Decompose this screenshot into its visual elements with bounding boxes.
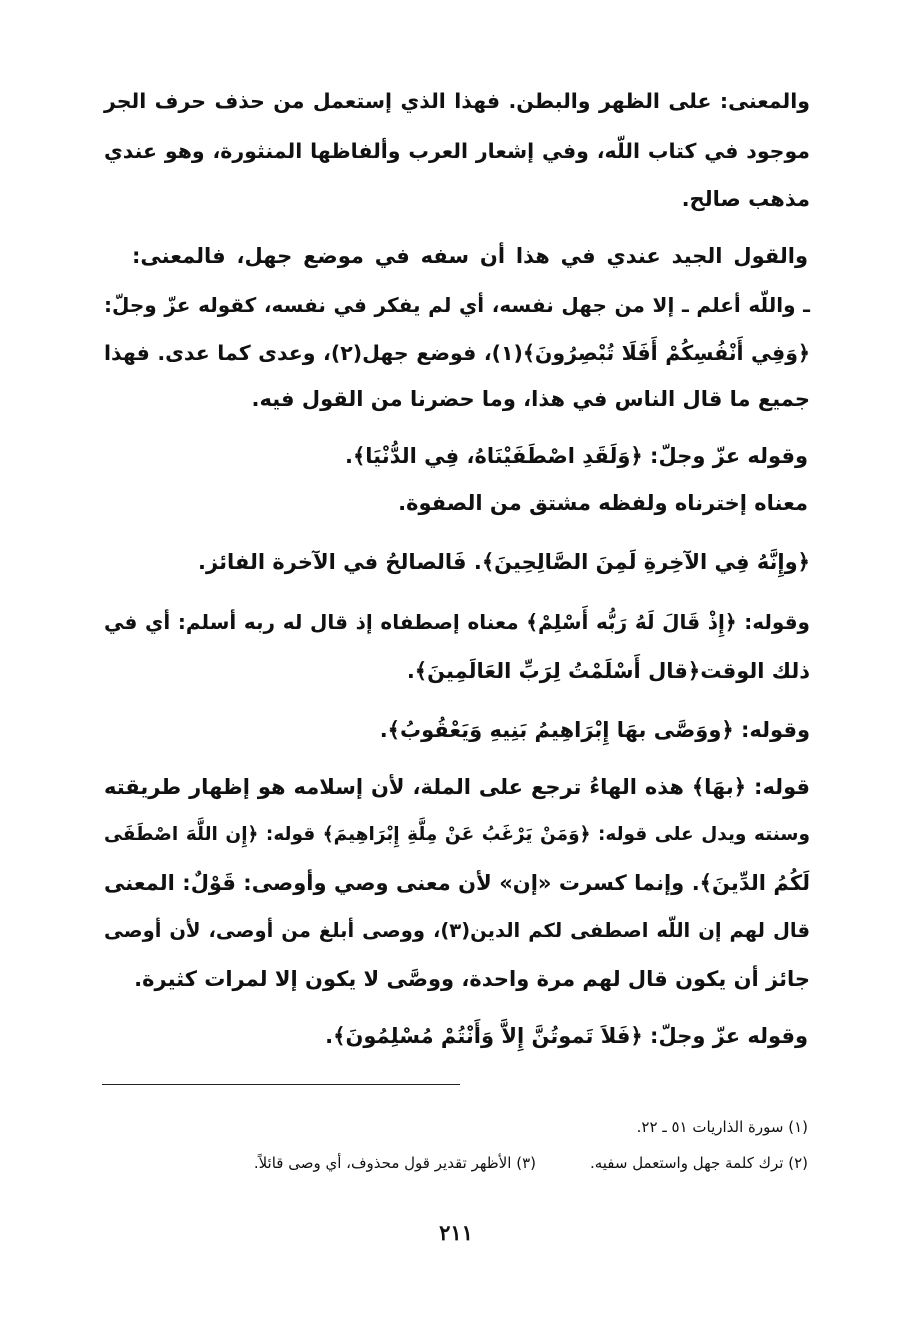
body-line-16: لَكُمُ الدِّينَ﴾. وإنما كسرت «إن» لأن معنى وصي وأوصى: قَوْلٌ: المعنى [104, 871, 810, 895]
body-line-11: وقوله: ﴿إِذْ قَالَ لَهُ رَبُّه أَسْلِمْ﴾ معناه إصطفاه إذ قال له ربه أسلم: أي في [104, 610, 810, 634]
body-line-5: ـ واللّه أعلم ـ إلا من جهل نفسه، أي لم يفكر في نفسه، كقوله عزّ وجلّ: [104, 293, 810, 317]
body-line-19: وقوله عزّ وجلّ: ﴿فَلاَ تَموتُنَّ إِلاَّ وَأَنْتُمْ مُسْلِمُونَ﴾. [325, 1024, 808, 1048]
body-line-8: وقوله عزّ وجلّ: ﴿وَلَقَدِ اصْطَفَيْنَاهُ، فِي الدُّنْيَا﴾. [345, 444, 808, 468]
body-line-7: جميع ما قال الناس في هذا، وما حضرنا من القول فيه. [251, 387, 810, 411]
footnote-2: (٢) ترك كلمة جهل واستعمل سفيه. [589, 1154, 808, 1172]
body-line-2: موجود في كتاب اللّه، وفي إشعار العرب وألفاظها المنثورة، وهو عندي [104, 139, 810, 163]
body-line-4: والقول الجيد عندي في هذا أن سفه في موضع جهل، فالمعنى: [132, 244, 808, 268]
body-line-18: جائز أن يكون قال لهم مرة واحدة، ووصَّى لا يكون إلا لمرات كثيرة. [134, 967, 810, 991]
body-line-15: وسنته ويدل على قوله: ﴿وَمَنْ يَرْغَبُ عَنْ مِلَّةِ إِبْرَاهِيمَ﴾ قوله: ﴿إِن اللَّهَ اصْطَفَى [104, 824, 810, 845]
body-line-14: قوله: ﴿بهَا﴾ هذه الهاءُ ترجع على الملة، لأن إسلامه هو إظهار طريقته [104, 775, 810, 799]
body-line-9: معناه إخترناه ولفظه مشتق من الصفوة. [398, 491, 808, 515]
body-line-6: ﴿وَفِي أَنْفُسِكُمْ أَفَلَا تُبْصِرُونَ﴾(١)، فوضع جهل(٢)، وعدى كما عدى. فهذا [104, 341, 810, 365]
footnote-separator [102, 1084, 460, 1085]
footnote-1: (١) سورة الذاريات ٥١ ـ ٢٢. [636, 1118, 808, 1136]
page-number: ٢١١ [439, 1220, 473, 1245]
body-line-1: والمعنى: على الظهر والبطن. فهذا الذي إستعمل من حذف حرف الجر [104, 89, 810, 113]
body-line-12: ذلك الوقت﴿قال أَسْلَمْتُ لِرَبِّ العَالَمِينَ﴾. [406, 659, 810, 683]
body-line-3: مذهب صالح. [681, 187, 810, 211]
body-line-13: وقوله: ﴿ووَصَّى بهَا إِبْرَاهِيمُ بَنِيهِ وَيَعْقُوبُ﴾. [379, 718, 810, 742]
body-line-17: قال لهم إن اللّه اصطفى لكم الدين(٣)، ووصى أبلغ من أوصى، لأن أوصى [104, 919, 810, 942]
footnote-3: (٣) الأظهر تقدير قول محذوف، أي وصى قائلاً. [253, 1154, 536, 1172]
body-line-10: ﴿وإِنَّهُ فِي الآخِرةِ لَمِنَ الصَّالِحِينَ﴾. فَالصالحُ في الآخرة الفائز. [198, 550, 810, 574]
